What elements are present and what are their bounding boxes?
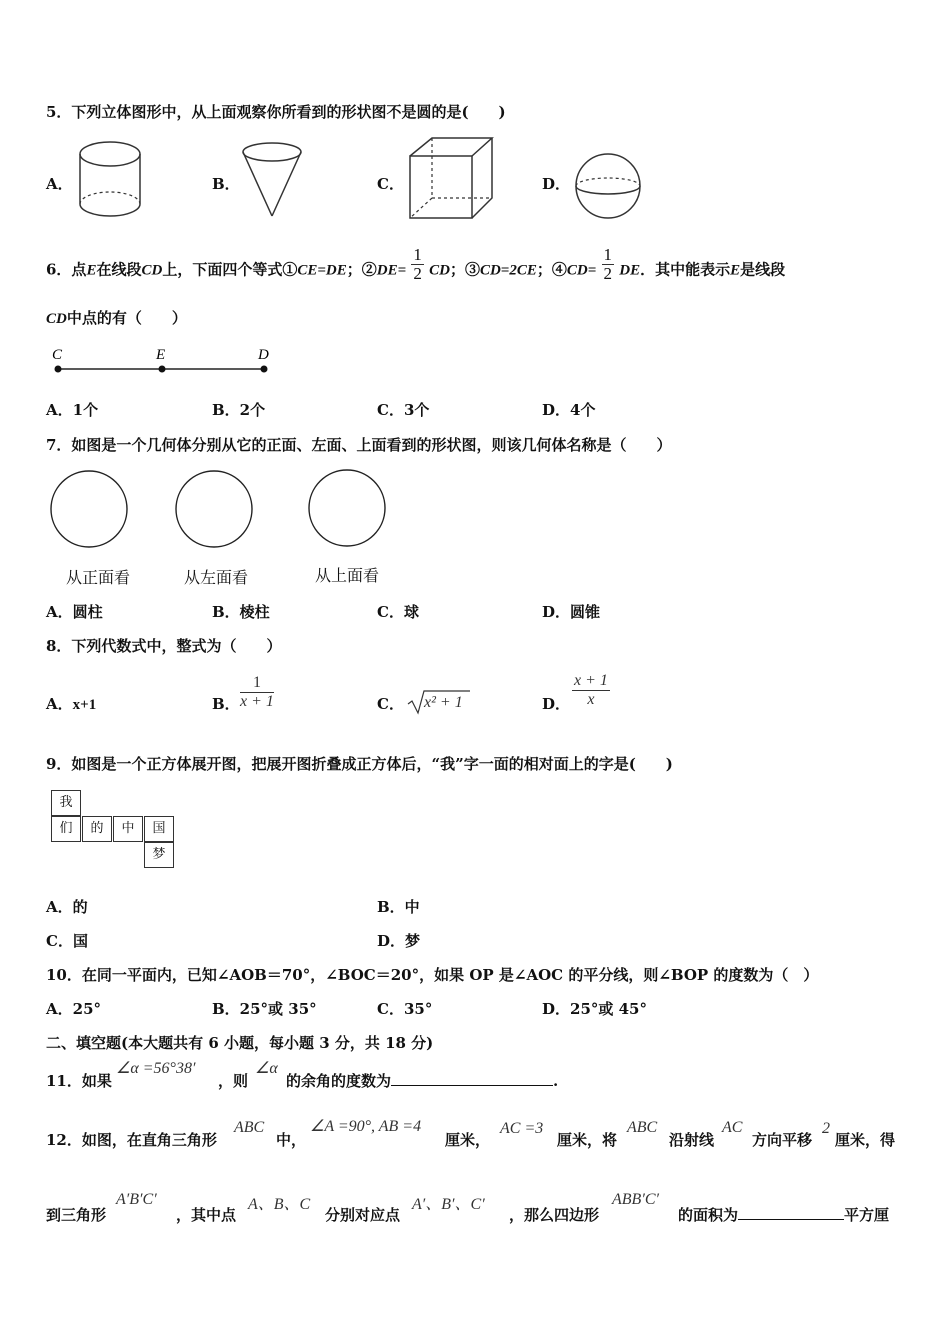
q5-option-b[interactable]: B．	[212, 175, 240, 193]
q12-p2: 中，	[276, 1131, 307, 1149]
q12-answer-blank[interactable]	[738, 1205, 844, 1220]
q6-option-d[interactable]: D．4个	[542, 401, 596, 419]
q12-abc: ABC	[234, 1119, 265, 1136]
q6-option-c[interactable]: C．3个	[377, 401, 430, 419]
cone-figure	[240, 140, 306, 220]
net-cell-wo: 我	[51, 790, 81, 816]
caption-left-view: 从左面看	[184, 568, 249, 587]
q10-option-d[interactable]: D．25°或 45°	[542, 1000, 647, 1018]
caption-front-view: 从正面看	[66, 568, 131, 587]
q12-l2-p5: 的面积为 平方厘	[678, 1206, 890, 1224]
front-view-circle	[48, 468, 132, 552]
q8-option-b-fraction: $\frac{1}{x + 1}$	[240, 674, 274, 710]
q12-p6: 方向平移	[752, 1131, 813, 1149]
q12-tri2: A′B′C′	[116, 1191, 157, 1208]
q6-stem-line2: CD中点的有（ ）	[46, 309, 187, 327]
sphere-figure	[572, 150, 644, 222]
q12-p1: 12．如图，在直角三角形	[46, 1131, 217, 1149]
q7-option-a[interactable]: A．圆柱	[46, 603, 103, 621]
q11-suffix: 的余角的度数为 .	[286, 1072, 559, 1090]
q9-option-c[interactable]: C．国	[46, 932, 88, 950]
left-view-circle	[172, 468, 256, 552]
q8-option-d-label[interactable]: D．	[542, 695, 571, 713]
q12-l2-p1: 到三角形	[46, 1206, 107, 1224]
q11-angle-expr: ∠α =56°38′	[116, 1060, 196, 1077]
q7-stem: 7．如图是一个几何体分别从它的正面、左面、上面看到的形状图，则该几何体名称是（ ）	[46, 436, 672, 454]
q12-l2-p2: ，其中点	[176, 1206, 237, 1224]
q6-option-a[interactable]: A．1个	[46, 401, 99, 419]
top-view-circle	[304, 466, 390, 552]
q12-pts: A、B、C	[248, 1196, 311, 1213]
q12-pts2: A′、B′、C′	[412, 1196, 485, 1213]
q7-option-d[interactable]: D．圆锥	[542, 603, 601, 621]
q11-angle: ∠α	[255, 1060, 278, 1077]
q12-p4: 厘米，将	[557, 1131, 618, 1149]
q12-p3: 厘米，	[445, 1131, 491, 1149]
q11-prefix: 11．如果	[46, 1072, 112, 1090]
q12-abc2: ABC	[627, 1119, 658, 1136]
q8-option-b-label[interactable]: B．	[212, 695, 240, 713]
q8-option-a[interactable]: A．x+1	[46, 695, 97, 713]
q12-cond1: ∠A =90°, AB =4	[310, 1118, 422, 1135]
label-c: C	[52, 347, 63, 363]
net-cell-zhong: 中	[113, 816, 143, 842]
q10-option-c[interactable]: C．35°	[377, 1000, 433, 1018]
fraction-half-2: $\frac{1}{2}$	[603, 245, 613, 283]
fraction-half-1: $\frac{1}{2}$	[413, 245, 422, 283]
q6-stem: 6．点E在线段CD上，下面四个等式①CE=DE；②DE= $\frac{1}{2}$ CD；③CD=2CE；④CD= $\frac{1}{2}$ DE．其中能表示E是线段	[46, 245, 786, 283]
q9-stem: 9．如图是一个正方体展开图，把展开图折叠成正方体后，“我”字一面的相对面上的字是( )	[46, 755, 673, 773]
q8-option-c-expr: x² + 1	[424, 694, 463, 711]
q9-option-b[interactable]: B．中	[377, 898, 420, 916]
q8-stem: 8．下列代数式中，整式为（ ）	[46, 637, 282, 655]
cylinder-figure	[74, 138, 146, 220]
q12-l2-p3: 分别对应点	[325, 1206, 401, 1224]
q7-option-c[interactable]: C．球	[377, 603, 419, 621]
q9-option-d[interactable]: D．梦	[377, 932, 421, 950]
q12-two: 2	[822, 1120, 830, 1137]
q7-option-b[interactable]: B．棱柱	[212, 603, 270, 621]
q6-option-b[interactable]: B．2个	[212, 401, 266, 419]
q11-answer-blank[interactable]	[391, 1071, 553, 1086]
q9-option-a[interactable]: A．的	[46, 898, 88, 916]
caption-top-view: 从上面看	[315, 566, 380, 585]
point-c	[55, 366, 62, 373]
q10-stem: 10．在同一平面内，已知∠AOB＝70°，∠BOC＝20°，如果 OP 是∠AOC 的平分线，则∠BOP 的度数为（ ）	[46, 966, 819, 984]
q5-option-a[interactable]: A．	[46, 175, 73, 193]
q12-p7: 厘米，得	[835, 1131, 896, 1149]
q8-option-c-label[interactable]: C．	[377, 695, 404, 713]
q5-option-d[interactable]: D．	[542, 175, 571, 193]
section-2-title: 二、填空题(本大题共有 6 小题，每小题 3 分，共 18 分)	[46, 1034, 434, 1052]
label-e: E	[156, 347, 166, 363]
cube-figure	[405, 134, 497, 222]
q12-ac: AC	[722, 1119, 743, 1136]
label-d: D	[258, 347, 269, 363]
point-e	[159, 366, 166, 373]
segment-cd-figure	[46, 342, 276, 378]
net-cell-guo: 国	[144, 816, 174, 842]
q12-cond2: AC =3	[500, 1120, 544, 1137]
q12-l2-p4: ，那么四边形	[509, 1206, 600, 1224]
q12-quad: ABB′C′	[612, 1191, 659, 1208]
q12-p5: 沿射线	[669, 1131, 715, 1149]
q11-mid: ，则	[218, 1072, 249, 1090]
net-cell-de: 的	[82, 816, 112, 842]
net-cell-men: 们	[51, 816, 81, 842]
q10-option-a[interactable]: A．25°	[46, 1000, 102, 1018]
net-cell-meng: 梦	[144, 842, 174, 868]
q8-option-d-fraction: $\frac{x + 1}{x}$	[574, 672, 608, 708]
point-d	[261, 366, 268, 373]
q5-stem: 5．下列立体图形中，从上面观察你所看到的形状图不是圆的是( )	[46, 103, 506, 121]
q10-option-b[interactable]: B．25°或 35°	[212, 1000, 317, 1018]
q5-option-c[interactable]: C．	[377, 175, 404, 193]
